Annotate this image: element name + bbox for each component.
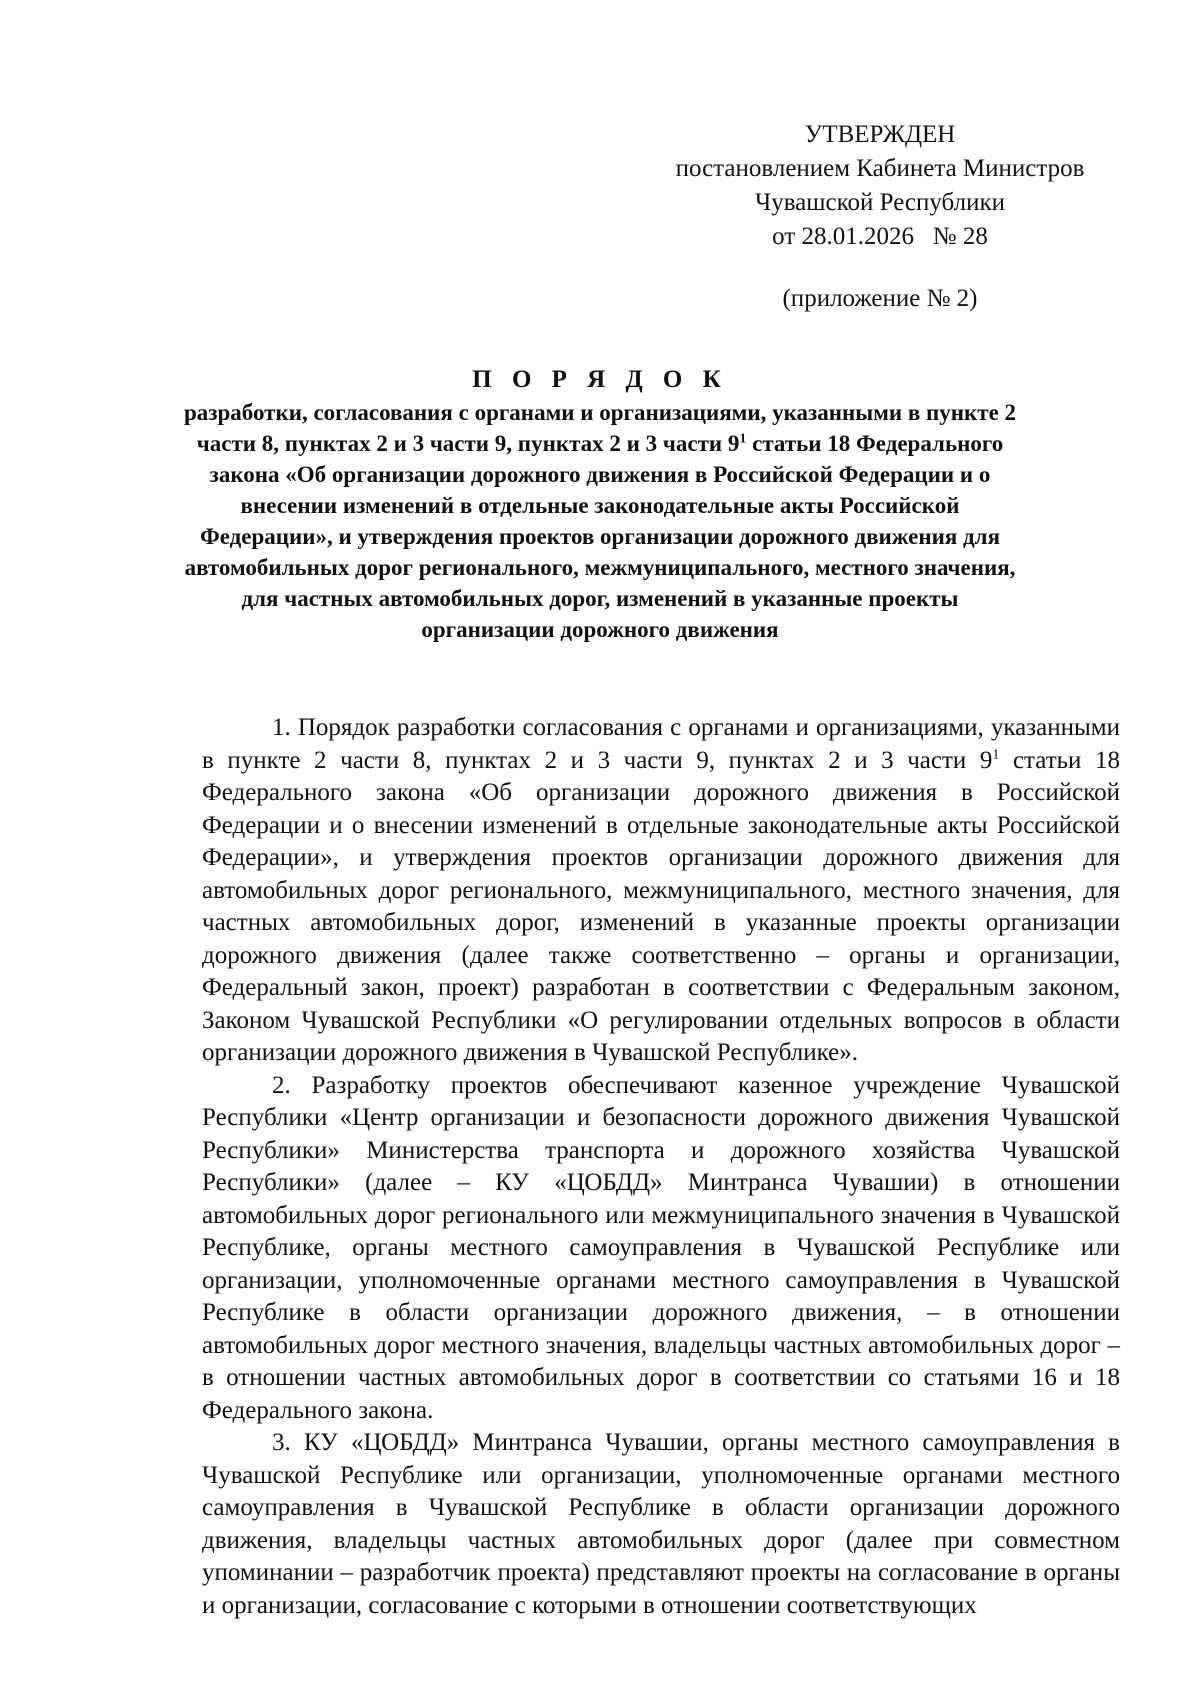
- paragraph-1: [202, 712, 1120, 1070]
- document-body: [202, 712, 1120, 1622]
- approval-status: УТВЕРЖДЕН: [804, 121, 956, 148]
- document-subtitle: [180, 397, 1020, 645]
- paragraph-1-part1: 1. Порядок разработки согласования с органами и организациями, указанными в пункте 2 части 8, пунктах 2 и 3 части 9, пунктах 2 и 3 части 9: [202, 714, 1120, 774]
- approval-stamp: [640, 118, 1120, 316]
- subtitle-superscript: 1: [739, 431, 747, 447]
- document-title: П О Р Я Д О К: [472, 366, 728, 393]
- paragraph-3: 3. КУ «ЦОБДД» Минтранса Чувашии, органы местного самоуправления в Чувашской Республике или организации, уполномоченные органами местного самоуправления в Чувашской Республике в области организации дорожного движения, владельцы частных автомобильных дорог (далее при совместном упоминании – разработчик проекта) представляют проекты на согласование в органы и организации, согласование с которыми в отношении соответствующих: [202, 1429, 1120, 1619]
- document-title-block: [180, 363, 1020, 645]
- paragraph-2: 2. Разработку проектов обеспечивают казенное учреждение Чувашской Республики «Центр организации и безопасности дорожного движения Чувашской Республики» Министерства транспорта и дорожного хозяйства Чувашской Республики» (далее – КУ «ЦОБДД» Минтранса Чувашии) в отношении автомобильных дорог регионального или межмуниципального значения в Чувашской Республике, органы местного самоуправления в Чувашской Республике или организации, уполномоченные органами местного самоуправления в Чувашской Республике в области организации дорожного движения, – в отношении автомобильных дорог местного значения, владельцы частных автомобильных дорог – в отношении частных автомобильных дорог в соответствии со статьями 16 и 18 Федерального закона.: [202, 1071, 1120, 1424]
- approval-date-number: от 28.01.2026 № 28: [772, 223, 988, 250]
- subtitle-text-part1: разработки, согласования с органами и организациями, указанными в пункте 2 части 8, пунктах 2 и 3 части 9, пунктах 2 и 3 части 9: [183, 400, 1017, 456]
- appendix-number: (приложение № 2): [782, 285, 978, 312]
- paragraph-1-part2: статьи 18 Федерального закона «Об организации дорожного движения в Российской Федерации и о внесении изменений в отдельные законодательные акты Российской Федерации», и утверждения проектов организации дорожного движения для автомобильных дорог регионального, межмуниципального, местного значения, для частных автомобильных дорог, изменений в указанные проекты организации дорожного движения (далее также соответственно – органы и организации, Федеральный закон, проект) разработан в соответствии с Федеральным законом, Законом Чувашской Республики «О регулировании отдельных вопросов в области организации дорожного движения в Чувашской Республике».: [202, 746, 1121, 1066]
- approval-authority: постановлением Кабинета Министров: [675, 155, 1085, 182]
- approval-region: Чувашской Республики: [754, 189, 1006, 216]
- paragraph-1-superscript: 1: [992, 747, 1000, 763]
- subtitle-text-part2: статьи 18 Федерального закона «Об организации дорожного движения в Российской Федерации и о внесении изменений в отдельные законодательные акты Российской Федерации», и утверждения проектов организации дорожного движения для автомобильных дорог регионального, межмуниципального, местного значения, для частных автомобильных дорог, изменений в указанные проекты организации дорожного движения: [184, 431, 1016, 642]
